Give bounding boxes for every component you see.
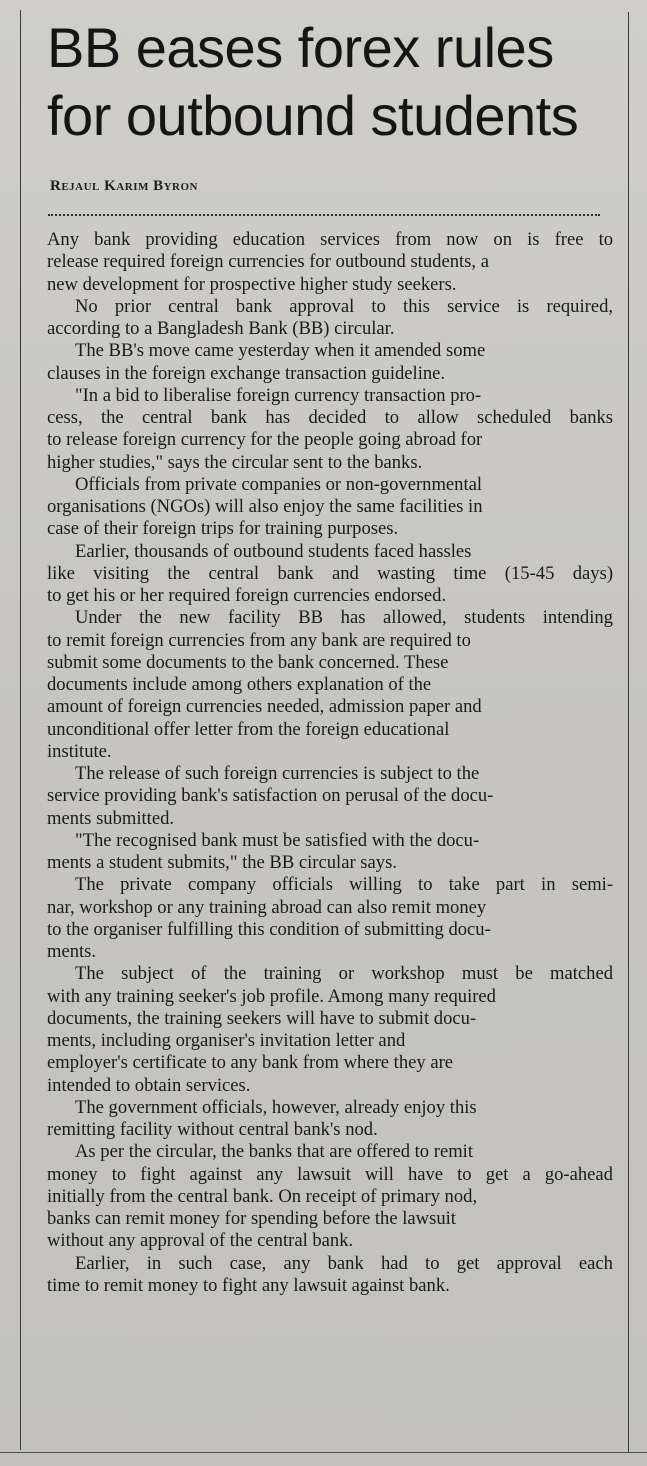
text-line: money to fight against any lawsuit will have to get a go-ahead bbox=[47, 1163, 613, 1185]
text-line: remitting facility without central bank's nod. bbox=[47, 1119, 378, 1140]
text-line: banks can remit money for spending before the lawsuit bbox=[47, 1208, 456, 1229]
text-line: like visiting the central bank and wasting time (15-45 days) bbox=[47, 562, 614, 584]
article-paragraph bbox=[47, 296, 613, 341]
text-line: higher studies," says the circular sent to the banks. bbox=[47, 451, 423, 473]
text-line: unconditional offer letter from the foreign educational bbox=[47, 718, 450, 740]
dotted-divider bbox=[48, 214, 600, 216]
text-line: The government officials, however, already enjoy this bbox=[75, 1096, 477, 1118]
text-line: The BB's move came yesterday when it amended some bbox=[75, 340, 486, 362]
article-paragraph bbox=[47, 1253, 613, 1298]
article-paragraph bbox=[47, 1097, 613, 1142]
text-line: Any bank providing education services from now on is free to bbox=[47, 229, 614, 250]
text-line: ments. bbox=[47, 941, 97, 962]
article-paragraph bbox=[47, 474, 613, 541]
article-paragraph bbox=[47, 830, 613, 875]
text-line: The release of such foreign currencies is subject to the bbox=[75, 763, 480, 784]
text-line: time to remit money to fight any lawsuit against bank. bbox=[47, 1274, 450, 1296]
text-line: intended to obtain services. bbox=[47, 1074, 251, 1096]
text-line: "The recognised bank must be satisfied with the docu- bbox=[75, 829, 480, 851]
text-line: initially from the central bank. On receipt of primary nod, bbox=[47, 1185, 478, 1207]
article-paragraph bbox=[47, 763, 613, 830]
text-line: No prior central bank approval to this service is required, bbox=[75, 295, 614, 317]
text-line: to get his or her required foreign currencies endorsed. bbox=[47, 585, 447, 606]
text-line: ments, including organiser's invitation letter and bbox=[47, 1030, 406, 1051]
article-paragraph bbox=[47, 963, 613, 1097]
text-line: service providing bank's satisfaction on perusal of the docu- bbox=[47, 785, 494, 807]
text-line: release required foreign currencies for outbound students, a bbox=[47, 251, 489, 273]
text-line: without any approval of the central bank. bbox=[47, 1230, 354, 1252]
text-line: employer's certificate to any bank from where they are bbox=[47, 1052, 454, 1074]
text-line: The subject of the training or workshop must be matched bbox=[75, 963, 614, 985]
text-line: "In a bid to liberalise foreign currency transaction pro- bbox=[75, 384, 482, 406]
text-line: documents include among others explanation of the bbox=[47, 674, 432, 695]
text-line: case of their foreign trips for training purposes. bbox=[47, 518, 399, 540]
text-line: new development for prospective higher study seekers. bbox=[47, 273, 457, 295]
text-line: to remit foreign currencies from any bank are required to bbox=[47, 629, 471, 651]
article-paragraph bbox=[47, 874, 613, 963]
article-paragraph bbox=[47, 385, 613, 474]
article-paragraph bbox=[47, 1141, 613, 1252]
text-line: As per the circular, the banks that are offered to remit bbox=[75, 1141, 473, 1163]
text-line: institute. bbox=[47, 740, 112, 762]
article-paragraph bbox=[47, 229, 613, 296]
text-line: clauses in the foreign exchange transaction guideline. bbox=[47, 362, 446, 384]
text-line: documents, the training seekers will have to submit docu- bbox=[47, 1007, 477, 1029]
column-rule-left bbox=[20, 10, 21, 1450]
headline bbox=[47, 14, 622, 150]
article-paragraph bbox=[47, 541, 613, 608]
text-line: Earlier, in such case, any bank had to get approval each bbox=[75, 1252, 613, 1274]
text-line: Under the new facility BB has allowed, students intending bbox=[75, 607, 613, 629]
text-line: to the organiser fulfilling this condition of submitting docu- bbox=[47, 918, 491, 940]
text-line: amount of foreign currencies needed, admission paper and bbox=[47, 696, 482, 718]
text-line: cess, the central bank has decided to allow scheduled banks bbox=[47, 407, 614, 428]
text-line: The private company officials willing to take part in semi- bbox=[75, 874, 614, 896]
text-line: to release foreign currency for the people going abroad for bbox=[47, 429, 483, 451]
text-line: nar, workshop or any training abroad can also remit money bbox=[47, 896, 487, 918]
text-line: according to a Bangladesh Bank (BB) circular. bbox=[47, 318, 395, 339]
headline-line: BB eases forex rules bbox=[47, 16, 554, 79]
text-line: Earlier, thousands of outbound students faced hassles bbox=[75, 540, 472, 562]
text-line: ments a student submits," the BB circular says. bbox=[47, 852, 397, 873]
text-line: Officials from private companies or non-governmental bbox=[75, 473, 483, 495]
article-body bbox=[47, 229, 613, 1297]
article-paragraph bbox=[47, 340, 613, 385]
text-line: submit some documents to the bank concerned. These bbox=[47, 651, 449, 673]
column-rule-right bbox=[628, 12, 629, 1452]
article-paragraph bbox=[47, 607, 613, 763]
text-line: ments submitted. bbox=[47, 807, 175, 829]
byline: Rejaul Karim Byron bbox=[50, 178, 199, 194]
text-line: with any training seeker's job profile. Among many required bbox=[47, 985, 496, 1007]
headline-line: for outbound students bbox=[47, 84, 579, 147]
text-line: organisations (NGOs) will also enjoy the same facilities in bbox=[47, 496, 483, 517]
bottom-rule bbox=[0, 1452, 647, 1453]
